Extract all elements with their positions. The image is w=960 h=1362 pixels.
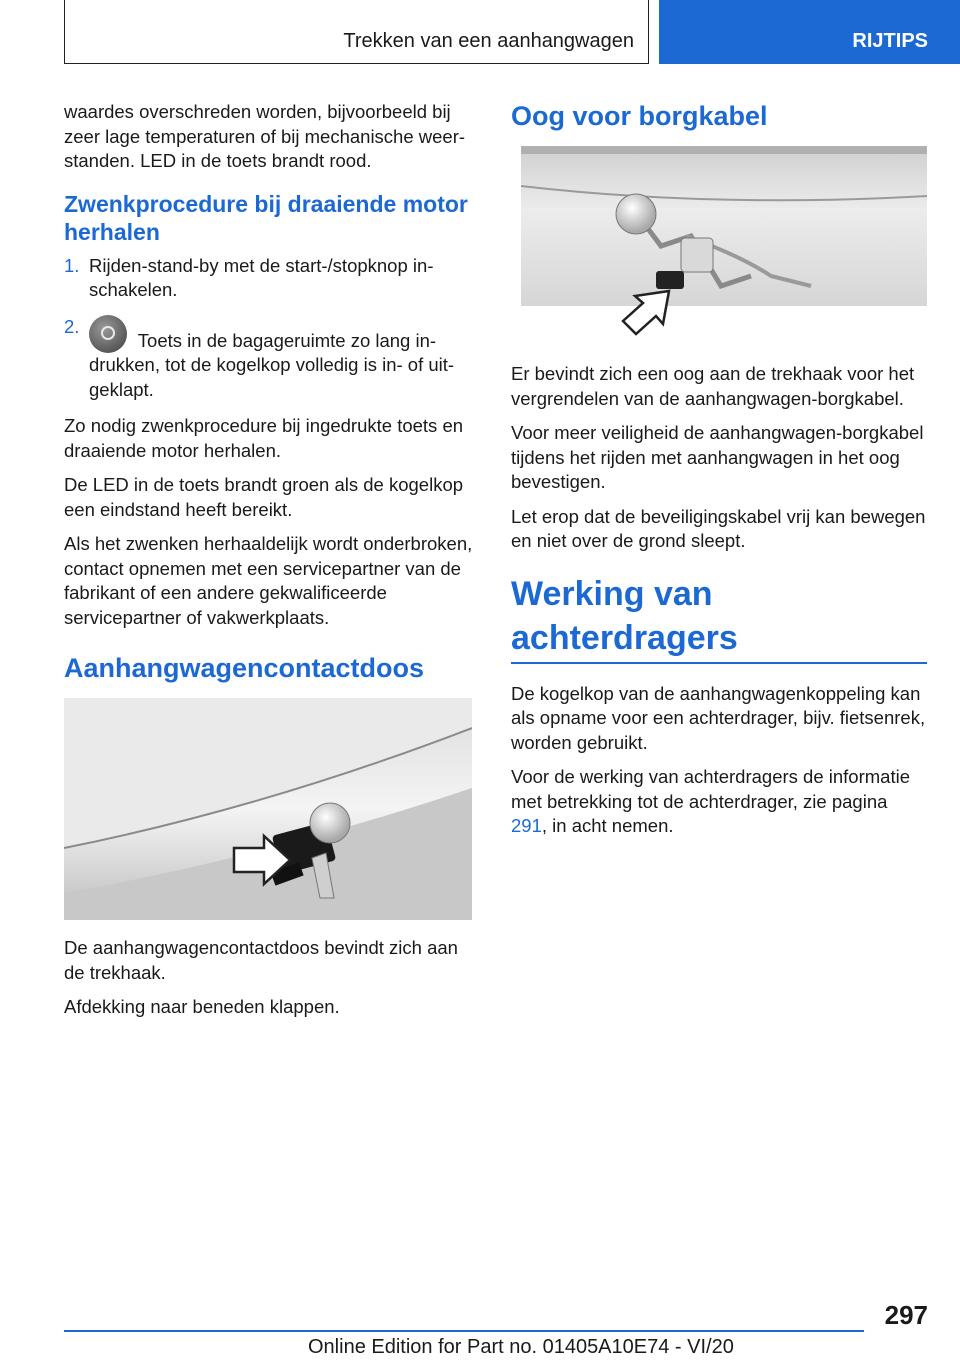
heading-socket: Aanhangwagencontactdoos <box>64 653 425 683</box>
paragraph-text: Voor de werking van achterdragers de informatie met betrekking tot de achterdrager, zie pagina <box>511 766 910 812</box>
heading-carriers: Werking van achterdragers <box>511 572 927 664</box>
list-item <box>64 254 480 303</box>
steps-list <box>64 254 480 403</box>
paragraph: De aanhangwagencontactdoos bevindt zich aan de trekhaak. <box>64 937 458 983</box>
step-number: 1. <box>64 254 80 276</box>
paragraph: Zo nodig zwenkprocedure bij ingedrukte toets en draaiende motor herhalen. <box>64 415 464 461</box>
heading-eye: Oog voor borgkabel <box>511 101 768 131</box>
chapter-tab-label: RIJTIPS <box>852 30 928 52</box>
list-item <box>64 315 480 403</box>
edition-footer: Online Edition for Part no. 01405A10E74 - VI/20 <box>308 1336 734 1358</box>
paragraph: Als het zwenken herhaaldelijk wordt onderbroken, contact opnemen met een servicepartner van de fabrikant of een andere gekwalificeerde servicepartner of vakwerkplaats. <box>64 533 473 628</box>
eye-illustration <box>511 146 927 346</box>
paragraph-with-link <box>511 765 927 839</box>
right-column <box>511 100 927 849</box>
chapter-tab[interactable] <box>659 0 960 64</box>
paragraph: De LED in de toets brandt groen als de kogelkop een eindstand heeft bereikt. <box>64 474 464 520</box>
step-text: Toets in de bagageruimte zo lang indrukken, tot de kogelkop volledig is in- of uitgeklapt. <box>89 329 455 400</box>
paragraph: Voor meer veiligheid de aanhangwagen-borgkabel tijdens het rijden met aanhangwagen in het oog bevestigen. <box>511 422 924 492</box>
header-box <box>64 0 649 64</box>
heading-swivel: Zwenkprocedure bij draaiende motor herhalen <box>64 190 468 245</box>
paragraph: Afdekking naar beneden klappen. <box>64 996 340 1017</box>
intro-paragraph: waardes overschreden worden, bijvoorbeeld bij zeer lage temperaturen of bij mechanische weerstanden. LED in de toets brandt rood. <box>64 101 466 171</box>
section-title: Trekken van een aanhangwagen <box>343 30 634 52</box>
page-number: 297 <box>884 1300 928 1330</box>
page-link[interactable]: 291 <box>511 815 542 836</box>
paragraph: Let erop dat de beveiligingskabel vrij kan bewegen en niet over de grond sleept. <box>511 505 926 551</box>
socket-illustration <box>64 698 472 920</box>
left-column <box>64 100 480 1030</box>
step-text: Rijden-stand-by met de start-/stopknop inschakelen. <box>89 254 434 300</box>
trailer-button-icon <box>89 315 127 353</box>
footer-divider <box>64 1330 864 1332</box>
paragraph: De kogelkop van de aanhangwagenkoppeling kan als opname voor een achterdrager, bijv. fietsenrek, worden gebruikt. <box>511 682 926 753</box>
paragraph: Er bevindt zich een oog aan de trekhaak voor het vergrendelen van de aanhangwagen-borgkabel. <box>511 363 915 409</box>
step-number: 2. <box>64 315 80 337</box>
paragraph-text: , in acht nemen. <box>541 815 674 836</box>
